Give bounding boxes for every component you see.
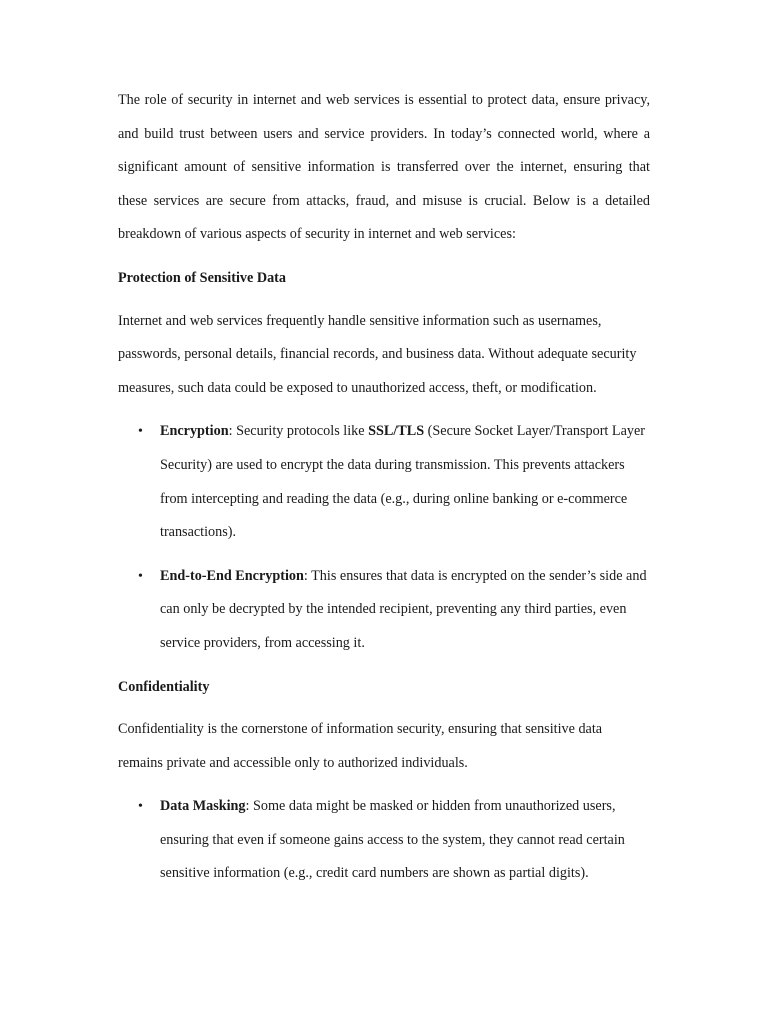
list-item-encryption <box>118 415 650 549</box>
bullet-glyph: • <box>138 424 143 440</box>
bullet-text: (Secure Socket Layer/Transport Layer Security) are used to encrypt the data during transmission. This prevents attackers from intercepting and reading the data (e.g., during online banking or e-commerce transactions). <box>160 423 645 541</box>
section-heading-protection: Protection of Sensitive Data <box>118 269 286 286</box>
bullet-glyph: • <box>138 568 143 584</box>
bullet-glyph: • <box>138 799 143 815</box>
list-item-end-to-end-encryption <box>118 560 650 661</box>
bullet-text: : Security protocols like <box>228 423 369 440</box>
intro-paragraph: The role of security in internet and web services is essential to protect data, ensure privacy, and build trust between users and service providers. In today’s connected world, where a significant amount of sensitive information is transferred over the internet, ensuring that these services are secure from attacks, fraud, and misuse is crucial. Below is a detailed breakdown of various aspects of security in internet and web services: <box>118 92 650 243</box>
bullet-text: : This ensures that data is encrypted on the sender’s side and can only be decrypted by the intended recipient, preventing any third parties, even service providers, from accessing it. <box>160 567 647 651</box>
section-heading-confidentiality: Confidentiality <box>118 678 210 695</box>
section-paragraph-confidentiality: Confidentiality is the cornerstone of information security, ensuring that sensitive data remains private and accessible only to authorized individuals. <box>118 721 603 771</box>
bullet-list-confidentiality <box>118 790 650 891</box>
list-item-data-masking <box>118 790 650 891</box>
bullet-inline-bold: SSL/TLS <box>368 423 425 440</box>
bullet-term: End-to-End Encryption <box>160 567 304 584</box>
bullet-text: : Some data might be masked or hidden from unauthorized users, ensuring that even if someone gains access to the system, they cannot read certain sensitive information (e.g., credit card numbers are shown as partial digits). <box>160 798 625 882</box>
bullet-term: Encryption <box>160 423 229 440</box>
bullet-term: Data Masking <box>160 798 246 815</box>
section-paragraph-protection: Internet and web services frequently handle sensitive information such as usernames, passwords, personal details, financial records, and business data. Without adequate security measures, such data could be exposed to unauthorized access, theft, or modification. <box>118 312 637 396</box>
bullet-list-protection <box>118 415 650 660</box>
